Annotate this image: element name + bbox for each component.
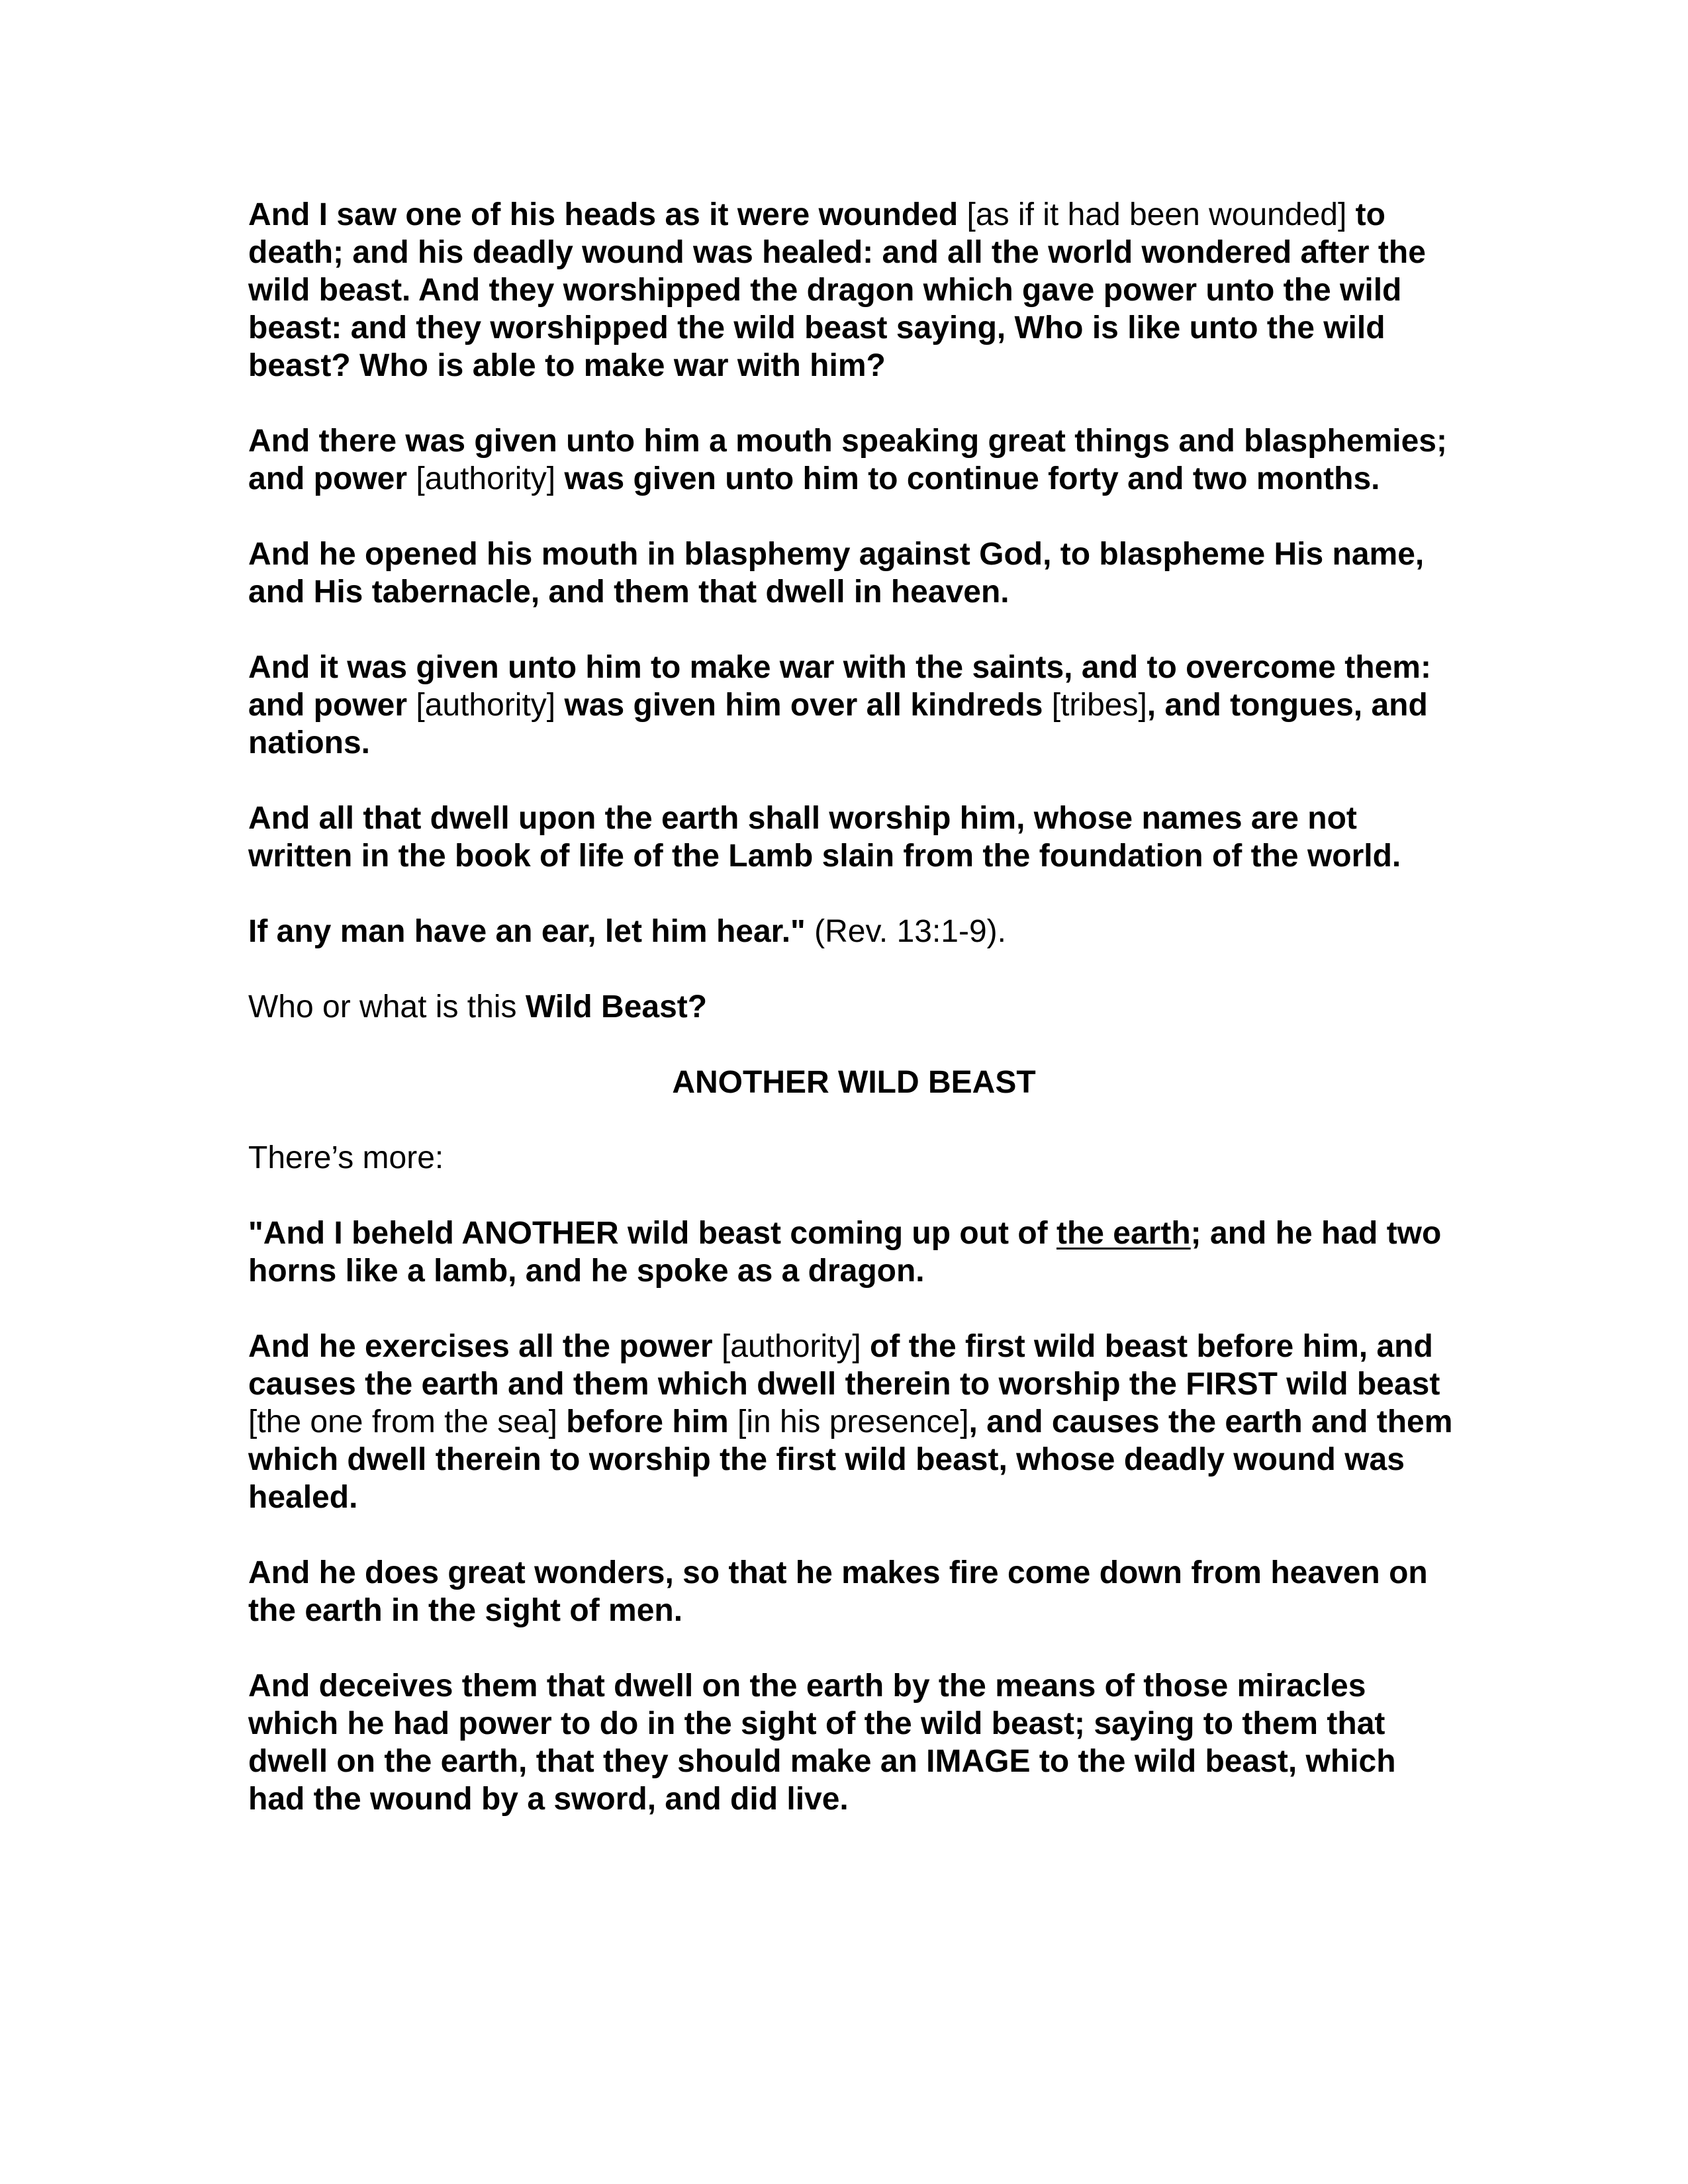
bold-text-run: And he exercises all the power	[248, 1329, 722, 1364]
paragraph-verse-great-wonders	[248, 1554, 1460, 1629]
paragraph-verse-wounded-head	[248, 196, 1460, 385]
bold-text-run: If any man have an ear, let him hear."	[248, 914, 806, 949]
bold-text-run: And he does great wonders, so that he makes fire come down from heaven on the earth in the sight of men.	[248, 1555, 1428, 1628]
bold-text-run: was given unto him to continue forty and two months.	[555, 461, 1380, 496]
paragraph-verse-another-beast	[248, 1214, 1460, 1290]
plain-text-run: [as if it had been wounded]	[966, 197, 1347, 232]
bold-text-run: And he opened his mouth in blasphemy against God, to blaspheme His name, and His tabernacle, and them that dwell in heaven.	[248, 537, 1425, 610]
underlined-phrase: the earth	[1056, 1216, 1191, 1251]
paragraph-verse-ear-to-hear	[248, 913, 1460, 950]
plain-text-run: Who or what is this	[248, 989, 526, 1024]
plain-text-run: [authority]	[416, 688, 556, 723]
bold-text-run: And I saw one of his heads as it were wounded	[248, 197, 967, 232]
bold-text-run: , and causes the earth and them which dwell therein to worship the first wild beast, whose deadly wound was healed.	[248, 1404, 1453, 1515]
document-page	[248, 196, 1460, 1856]
bold-text-run: of the first wild beast before him, and causes the earth and them which dwell therein to worship the FIRST wild beast	[248, 1329, 1440, 1402]
paragraph-intro-theres-more	[248, 1139, 1460, 1177]
paragraph-verse-worship-him	[248, 799, 1460, 875]
plain-text-run: There’s more:	[248, 1140, 444, 1175]
bold-text-run: And there was given unto him a mouth speaking great things and blasphemies; and power	[248, 424, 1447, 496]
paragraph-question-wild-beast	[248, 988, 1460, 1026]
bold-text-run: ANOTHER WILD BEAST	[672, 1065, 1036, 1100]
bold-text-run: Wild Beast?	[525, 989, 708, 1024]
plain-text-run: [tribes]	[1051, 688, 1147, 723]
paragraph-verse-exercises-power	[248, 1328, 1460, 1516]
plain-text-run: [authority]	[416, 461, 556, 496]
bold-text-run: before him	[557, 1404, 737, 1439]
plain-text-run: [in his presence]	[737, 1404, 969, 1439]
bold-text-run: And all that dwell upon the earth shall worship him, whose names are not written in the book of life of the Lamb slain from the foundation of the world.	[248, 801, 1401, 874]
plain-text-run: [authority]	[721, 1329, 861, 1364]
bold-text-run: to death; and his deadly wound was healed: and all the world wondered after the wild beast. And they worshipped the dragon which gave power unto the wild beast: and they worshipped the wild beast saying, Who is like unto the wild beast? Who is able to make war with him?	[248, 197, 1426, 383]
bold-text-run: And deceives them that dwell on the earth by the means of those miracles which he had power to do in the sight of the wild beast; saying to them that dwell on the earth, that they should make an IMAGE to the wild beast, which had the wound by a sword, and did live.	[248, 1668, 1396, 1817]
paragraph-verse-war-with-saints	[248, 649, 1460, 762]
plain-text-run: (Rev. 13:1-9).	[805, 914, 1006, 949]
bold-text-run: was given him over all kindreds	[555, 688, 1052, 723]
paragraph-verse-mouth-speaking	[248, 422, 1460, 498]
bold-text-run: And it was given unto him to make war with the saints, and to overcome them: and power	[248, 650, 1431, 723]
paragraph-verse-deceives	[248, 1667, 1460, 1818]
section-heading	[248, 1064, 1460, 1101]
bold-text-run: ; and he had two horns like a lamb, and he spoke as a dragon.	[248, 1216, 1442, 1289]
bold-text-run: , and tongues, and nations.	[248, 688, 1428, 760]
plain-text-run: [the one from the sea]	[248, 1404, 557, 1439]
paragraph-verse-blasphemy	[248, 535, 1460, 611]
bold-text-run: "And I beheld ANOTHER wild beast coming up out of	[248, 1216, 1056, 1251]
